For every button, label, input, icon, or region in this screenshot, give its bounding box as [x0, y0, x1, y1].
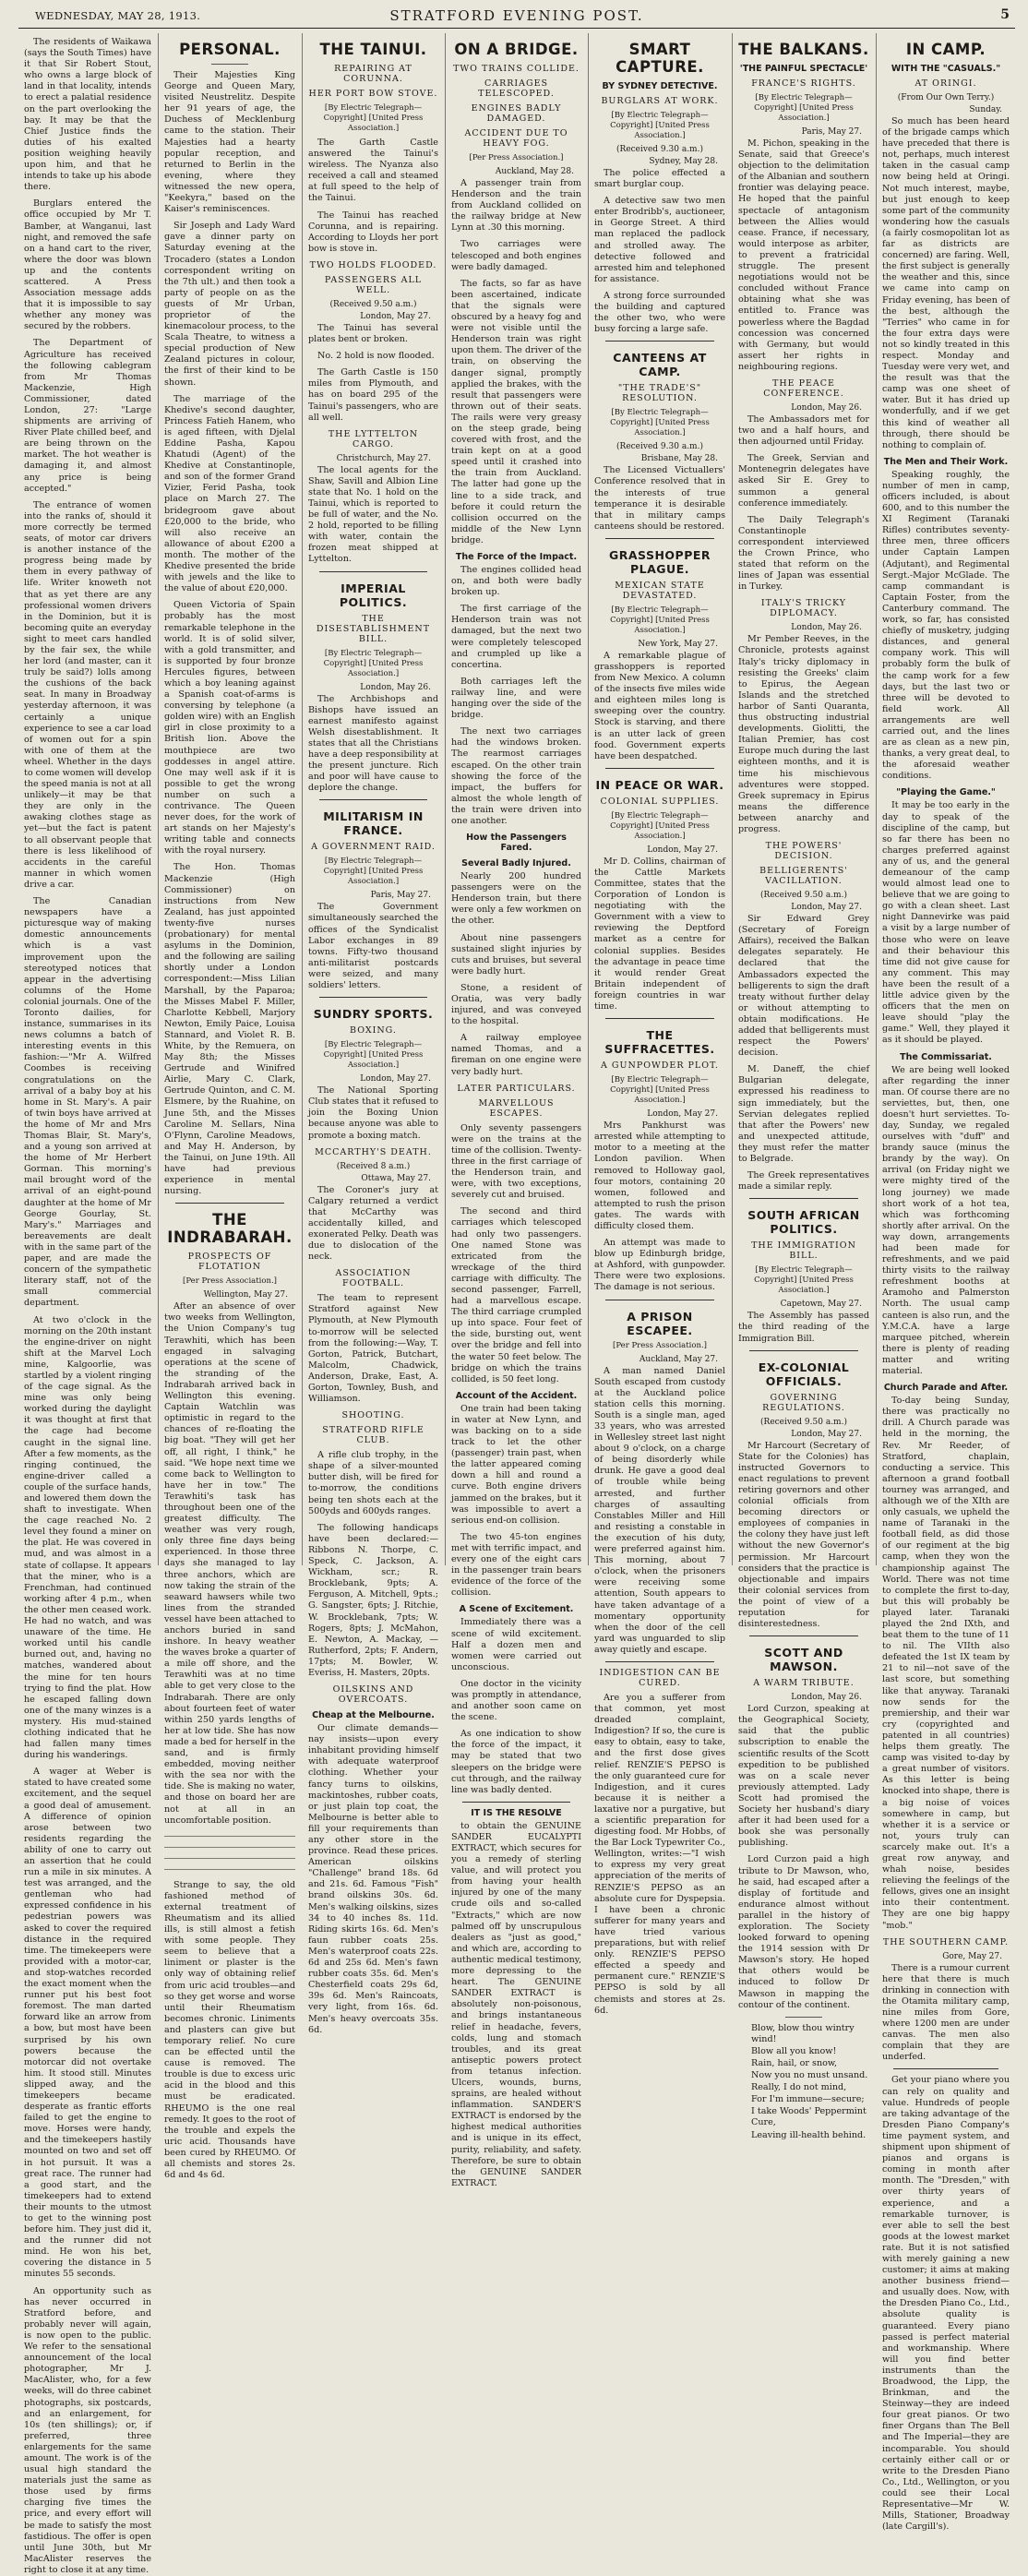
subheading: GOVERNING REGULATIONS.: [762, 1392, 845, 1413]
paragraph: M. Daneff, the chief Bulgarian delegate, expressed his readiness to sign immediately, but the Servian delegates replied that after the Powers' new and unexpected attitude, they must refer the matter to Belgrade.: [738, 1064, 869, 1165]
subheading: MEXICAN STATE DEVASTATED.: [615, 580, 705, 601]
section-heading: EX-COLONIAL OFFICIALS.: [758, 1360, 850, 1388]
paragraph: Queen Victoria of Spain probably has the most remarkable telephone in the world. It is of solid silver, with a gold transmitter, and is supported by four bronze Hercules figures, between which a boy leaning against a Spanish coat-of-arms is conversing by telephone (a golden wire) with an English girl in close proximity to a British lion. Above the mouthpiece are two goddesses in angel attire. One may well ask if it is possible to get the wrong number on such a contrivance. The Queen never does, for the work of art stands on her Majesty's writing table and connects with the royal nursery.: [164, 600, 295, 857]
paragraph: The Tainui has several plates bent or broken.: [308, 322, 438, 345]
paragraph: The next two carriages had the windows broken. The rearmost carriages escaped. On the other train showing the force of the impact, the buffers for almost the whole length of the train were driven into one another.: [451, 726, 581, 826]
credit-line: [By Electric Telegraph—Copyright] [United Press Association.]: [323, 103, 424, 133]
section-heading: THE INDRABARAH.: [167, 1211, 293, 1247]
credit-line: [By Electric Telegraph—Copyright] [United Press Association.]: [610, 1075, 710, 1106]
dateline: Gore, May 27.: [942, 1951, 1002, 1961]
subheading: WITH THE "CASUALS.": [891, 64, 1001, 74]
section-heading: IN PEACE OR WAR.: [595, 777, 724, 792]
masthead: [18, 7, 1015, 29]
credit-line: [By Electric Telegraph—Copyright] [United Press Association.]: [323, 857, 424, 887]
dateline: London, May 27.: [360, 1074, 431, 1084]
dateline: London, May 27.: [791, 1429, 862, 1439]
credit-line: [By Electric Telegraph—Copyright] [United Press Association.]: [610, 810, 710, 841]
subheading: 'THE PAINFUL SPECTACLE': [739, 64, 868, 74]
column-7: [876, 33, 1015, 2533]
section-heading: THE BALKANS.: [738, 41, 869, 58]
subheading: BY SYDNEY DETECTIVE.: [602, 81, 718, 91]
paragraph: There is a rumour current here that there is much drinking in connection with the Otamita military camp, nine miles from Gore, where 1200 men are under canvas. The men also complain that they are underfed.: [882, 1962, 1010, 2063]
dateline: Ottawa, May 27.: [361, 1173, 431, 1183]
credit-line: [Per Press Association.]: [613, 1340, 707, 1350]
paragraph: We are being well looked after regarding the inner man. Of course there are no serviettes, but, then, one doesn't hurt serviettes. To-day, Sunday, we regaled ourselves with "duff" and brandy sauce (minus the brandy by the way). On arrival (on Friday night we were mighty tired of the long journey) we made short work of a hot tea, which was forthcoming shortly after arrival. On the way down, arrangements had been made for refreshments, and we paid thirty visits to the railway refreshment booths at Aramoho and Palmerston North. The usual camp canteen is also run, and the Y.M.C.A. have a large marquee pitched, wherein there is plenty of reading matter and writing material.: [882, 1064, 1010, 1377]
paragraph: Immediately there was a scene of wild excitement. Half a dozen men and women were carried out unconscious.: [451, 1617, 581, 1672]
rule: [319, 571, 427, 572]
column-5: [588, 33, 731, 2016]
credit-line: [By Electric Telegraph—Copyright] [United Press Association.]: [323, 648, 424, 678]
subheading: The Force of the Impact.: [455, 552, 578, 562]
rule: [749, 1350, 858, 1351]
paragraph: The Garth Castle is 150 miles from Plymouth, and has on board 295 of the Tainui's passengers, who are all well.: [308, 367, 438, 423]
subheading: FRANCE'S RIGHTS.: [751, 78, 856, 89]
subheading: IT IS THE RESOLVE: [471, 1807, 562, 1818]
paragraph: The first carriage of the Henderson train was not damaged, but the next two were completely telescoped and crumpled up like a concertina.: [451, 604, 581, 670]
dateline: Sydney, May 28.: [649, 157, 718, 166]
paragraph: A railway employee named Thomas, and a fireman on one engine were very badly hurt.: [451, 1033, 581, 1077]
subheading: TWO HOLDS FLOODED.: [309, 259, 437, 270]
rule: [175, 1203, 284, 1204]
subheading: THE LYTTELTON CARGO.: [328, 428, 419, 449]
credit-line: [By Electric Telegraph—Copyright] [United Press Association.]: [610, 605, 710, 635]
rule: [605, 1018, 714, 1019]
paragraph: The engines collided head on, and both were badly broken up.: [451, 565, 581, 598]
dateline: Auckland, May 27.: [639, 1354, 718, 1364]
paragraph: The Garth Castle answered the Tainui's wireless. The Nyanza also received a call and steamed at full speed to the help of the Tainui.: [308, 138, 438, 204]
paragraph: The Greek representatives made a similar reply.: [738, 1170, 869, 1192]
paragraph: Mr D. Collins, chairman of the Cattle Markets Committee, states that the Corporation of London is negotiating with the Government with a view to reviewing the Deptford market as a centre for colonial supplies. Besides the advantage in peace time it would render Great Britain independent of foreign countries in war time.: [594, 856, 725, 1012]
column-4: [445, 33, 587, 2188]
dateline: Brisbane, May 28.: [640, 454, 718, 464]
subheading: BOXING.: [350, 1025, 397, 1036]
paragraph: The following handicaps have been declared:—Ribbons N. Thorpe, C. Speck, C. Jackson, A. Wickham, scr.; R. Brocklebank, 9pts; A. Ferguson, A. Mitchell, 9pts.; G. Sangster, 6pts; J. Ritchie, W. Brocklebank, 7pts; W. Rogers, 8pts; J. McMahon, E. Newton, A. Mackay, — Rutherford, 2pts; F. Andern, 17pts; M. Bowler, W. Everiss, H. Masters, 20pts.: [308, 1522, 438, 1678]
section-heading: SCOTT AND MAWSON.: [764, 1646, 843, 1674]
subheading: COLONIAL SUPPLIES.: [600, 796, 720, 807]
section-heading: GRASSHOPPER PLAGUE.: [608, 547, 711, 576]
subheading: MCCARTHY'S DEATH.: [315, 1146, 432, 1157]
verse-line: Leaving ill-health behind.: [751, 2129, 867, 2140]
paragraph: The team to represent Stratford against New Plymouth, at New Plymouth to-morrow will be selected from the following:—Way, T. Gorton, Patrick, Butchart, Malcolm, Chadwick, Anderson, Drake, East, A. Gorton, Townley, Bush, and Williamson.: [308, 1293, 438, 1405]
subheading: THE POWERS' DECISION.: [765, 841, 843, 862]
dateline: London, May 26.: [791, 402, 862, 413]
paragraph: The Coroner's jury at Calgary returned a verdict that McCarthy was accidentally killed, and exonerated Pelky. Death was due to dislocation of the neck.: [308, 1184, 438, 1263]
dateline: London, May 27.: [647, 845, 718, 855]
credit-line: [Per Press Association.]: [469, 153, 564, 162]
subheading: "Playing the Game.": [896, 787, 996, 798]
received-time: (Received 9.50 a.m.): [760, 891, 847, 901]
subheading: A WARM TRIBUTE.: [753, 1678, 855, 1689]
received-time: (Received 9.30 a.m.): [616, 145, 703, 154]
paragraph: The local agents for the Shaw, Savill and Albion Line state that No. 1 hold on the Tainui, which is reported to be full of water, and the No. 2 hold, reported to be filling with water, contain the frozen meat shipped at Lyttelton.: [308, 464, 438, 565]
paragraph: Their Majesties King George and Queen Mary, visited Neustrelitz. Despite her 91 years of age, the Duchess of Mecklenburg came to the station. Their Majesties had a hearty popular reception, and returned to Berlin in the evening, where they witnessed the new opera, "Keekyra," based on the Kaiser's reminiscences.: [164, 70, 295, 215]
paragraph: Mr Pember Reeves, in the Chronicle, protests against Italy's tricky diplomacy in resisting the Greeks' claim to Epirus, the Aegean Islands and the stretched harbor of Santi Quaranta, thus obstructing industrial developments. Giolitti, the Italian Premier, has cost Europe much during the last eighteen months, and it is time his mischievous adventures were stopped. Greek supremacy in Epirus means the difference between anarchy and progress.: [738, 634, 869, 834]
dateline: London, May 26.: [791, 1693, 862, 1703]
subheading: Cheap at the Melbourne.: [312, 1710, 435, 1721]
paragraph: The Hon. Thomas Mackenzie (High Commissioner) on instructions from New Zealand, has just appointed twenty-five nurses (probationary) for mental asylums in the Dominion, and the following are sailing shortly under a London correspondent:—Miss Lilian Marshall, by the Paparoa; the Misses Mabel F. Miller, Charlotte Kebbell, Marjory Newton, Emily Paice, Louisa Stannard, and Violet R. B. White, by the Remuera, on May 8th; the Misses Gertrude and Winifred Airlie, Mary C. Clark, Gertrude Quinton, and C. M. Elsmere, by the Ruahine, on June 5th, and the Misses Caroline M. Sellars, Nina O'Flynn, Caroline Meadows, and May H. Anderson, by the Tainui, on June 19th. All have had previous experience in mental nursing.: [164, 862, 295, 1197]
verse-line: Blow all you know!: [751, 2045, 837, 2056]
page-number: 5: [1000, 7, 1010, 22]
verse-line: Now you no must unsand.: [751, 2070, 868, 2081]
advertisement: Are you a sufferer from that common, yet most dreaded complaint, Indigestion? If so, the cure is easy to obtain, easy to take, and the first dose gives relief. RENZIE'S PEPSO is the only guaranteed cure for Indigestion, and it cures because it is neither a laxative nor a purgative, but a scientific preparation for digesting food. Mr Hobbs, of the Bar Lock Typewriter Co., Wellington, writes:—"I wish to express my very great appreciation of the merits of RENZIE'S PEPSO as an absolute cure for Dyspepsia. I have been a chronic sufferer for many years and have tried various preparations, but with relief only. RENZIE'S PEPSO effected a speedy and permanent cure." RENZIE'S PEPSO is sold by all chemists and stores at 2s. 6d.: [594, 1692, 725, 2016]
credit-line: [By Electric Telegraph—Copyright] [United Press Association.]: [610, 408, 710, 438]
subheading: A GOVERNMENT RAID.: [311, 842, 436, 853]
credit-line: [By Electric Telegraph—Copyright] [United Press Association.]: [323, 1040, 424, 1071]
dateline: Sunday.: [969, 105, 1002, 114]
received-time: (Received 8 a.m.): [336, 1161, 411, 1171]
subheading: THE SOUTHERN CAMP.: [882, 1936, 1010, 1947]
dateline: London, May 26.: [360, 682, 431, 692]
paragraph: Mr Harcourt (Secretary of State for the Colonies) has instructed Governors to enact regulations to prevent retiring governors and other colonial officials from becoming directors or employees of companies in the colony they have just left without the new Governor's permission. Mr Harcourt considers that the practice is objectionable and impairs their colonial services from the point of view of a reputation for disinterestedness.: [738, 1440, 869, 1630]
subheading: MARVELLOUS ESCAPES.: [478, 1097, 555, 1119]
paragraph: It may be too early in the day to speak of the discipline of the camp, but so far there has been no charges preferred against any of us, and the general demeanour of the camp would almost lead one to believe that we are going to go with a clean sheet. Last night Dannevirke was paid a visit by a large number of those who were on leave and their behaviour this time did not give cause for any comment. This may have been the result of a little advice given by the officers that the men on leave should "play the game." Well, they played it as it should be played.: [882, 800, 1010, 1046]
advertisement: Our climate demands—nay insists—upon every inhabitant providing himself with adequate waterproof clothing. Whether your fancy turns to oilskins, mackintoshes, rubber coats, or just plain top coat, the Melbourne is better able to fill your requirements than any other store in the province. Read these prices. American oilskins "Challenge" brand 18s. 6d and 21s. 6d. Famous "Fish" brand oilskins 30s. 6d. Men's walking oilskins, sizes 34 to 40 inches 8s. 11d. Riding skirts 16s. 6d. Men's faun rubber coats 25s. Men's waterproof coats 22s. 6d and 25s 6d. Men's fawn rubber coats 35s. 6d. Men's Chesterfield coats 29s 6d, 39s 6d. Men's Raincoats, very light, from 16s. 6d. Men's heavy overcoats 35s. 6d.: [308, 1723, 438, 2035]
dateline: Paris, May 27.: [370, 891, 431, 901]
dateline: London, May 26.: [791, 623, 862, 633]
paragraph: About nine passengers sustained slight injuries by cuts and bruises, but several were badly hurt.: [451, 932, 581, 976]
column-6: [732, 33, 875, 2140]
dateline: Wellington, May 27.: [203, 1290, 288, 1300]
subheading: ENGINES BADLY DAMAGED.: [471, 103, 562, 124]
subheading: THE PEACE CONFERENCE.: [763, 377, 844, 399]
credit-line: [By Electric Telegraph—Copyright] [United Press Association.]: [610, 111, 710, 140]
issue-date: WEDNESDAY, MAY 28, 1913.: [35, 9, 201, 22]
paragraph: Lord Curzon paid a high tribute to Dr Mawson, who, he said, had escaped after a display of fortitude and endurance almost without parallel in the history of exploration. The Society looked forward to opening the 1914 session with Dr Mawson's story. He hoped that others would be induced to follow Dr Mawson in mapping the contour of the continent.: [738, 1854, 869, 2010]
paragraph: The residents of Waikawa (says the South Times) have it that Sir Robert Stout, who owns a large block of land in that locality, intends to erect a palatial residence on the part overlooking the bay. It may be that the Chief Justice finds the duties of his exalted position weighing heavily upon him, and that he intends to take up his abode there.: [24, 37, 151, 193]
rule: [605, 538, 714, 539]
subheading: A Scene of Excitement.: [459, 1604, 574, 1615]
subheading: PASSENGERS ALL WELL.: [324, 274, 423, 295]
newspaper-title: STRATFORD EVENING POST.: [389, 7, 644, 24]
column-2: [158, 33, 301, 2181]
advertisement: Strange to say, the old fashioned method of external treatment of Rheumatism and its allied ills, is still almost a fetish with some people. They seem to believe that a liniment or plaster is the only way of obtaining relief from uric acid troubles—and so they get worse and worse until their Rheumatism becomes chronic. Liniments and plasters can give but temporary relief. No cure can be effected until the cause is removed. The trouble is due to excess uric acid in the blood and this must be eradicated. RHEUMO is the one real remedy. It goes to the root of the trouble and expels the uric acid. Thousands have been cured by RHEUMO. Of all chemists and stores 2s. 6d and 4s 6d.: [164, 1879, 295, 2181]
rule: [319, 799, 427, 800]
section-heading: IMPERIAL POLITICS.: [339, 581, 408, 609]
subheading: The Men and Their Work.: [883, 456, 1009, 467]
paragraph: Sir Joseph and Lady Ward gave a dinner party on Saturday evening at the Trocadero (states a London correspondent writing on the 7th ult.) and then took a party of people on as the guests of Mr Urban, proprietor of the kinemacolour process, to the Scala Theatre, to witness a special production of New Zealand pictures in colour, the first of their kind to be shown.: [164, 221, 295, 388]
paragraph: Stone, a resident of Oratia, was very badly injured, and was conveyed to the hospital.: [451, 982, 581, 1027]
received-time: (Received 9.50 a.m.): [760, 1417, 847, 1427]
subheading: LATER PARTICULARS.: [457, 1083, 576, 1094]
dateline: London, May 27.: [791, 903, 862, 913]
section-heading: MILITARISM IN FRANCE.: [323, 809, 424, 838]
section-heading: PERSONAL.: [179, 41, 281, 58]
paragraph: The Tainui has reached Corunna, and is repairing. According to Lloyds her port bow is stove in.: [308, 210, 438, 254]
paragraph: A wager at Weber is stated to have created some excitement, and the sequel a good deal of amusement. A difference of opinion arose between two residents regarding the ability of one to carry out an assertion that he could run a mile in six minutes. A test was arranged, and the gentleman who had expressed confidence in his pedestrian powers was asked to cover the required distance in the required time. The timekeepers were provided with a motor-car, and stop-watches recorded the exact moment when the runner put his best foot foremost. The man darted forward like an arrow from a bow, but most have been surprised by his own powers because the motorcar did not overtake him. It stood still. Minutes slipped away, and the timekeepers became desperate as frantic efforts failed to get the engine to move. Horses were handy, and the timekeepers hastily mounted on two and set off in hot pursuit. It was a great race. The runner had a good start, and the timekeepers had to extend their mounts to the utmost to get to the winning post before him. They just did it, and the runner did not mind. He won his bet, covering the distance in 5 minutes 55 seconds.: [24, 1767, 151, 2280]
dateline: New York, May 27.: [638, 639, 718, 649]
verse-line: I take Woods' Peppermint Cure,: [751, 2106, 867, 2128]
column-1: [18, 33, 157, 2575]
paragraph: A strong force surrounded the building and captured the other two, who were busy forcing a large safe.: [594, 290, 725, 335]
verse-advertisement: [738, 2023, 869, 2141]
paragraph: A detective saw two men enter Brodribb's, auctioneer, in George Street. A third man replaced the padlock and strolled away. The detective followed and arrested him and telephoned for assistance.: [594, 196, 725, 284]
verse-line: For I'm immune—secure;: [751, 2094, 865, 2105]
paragraph: M. Pichon, speaking in the Senate, said that Greece's objection to the delimitation of the Albanian and southern frontier was delaying peace. He hoped that the painful spectacle of antagonism between the Allies would cease. France, if necessary, would interpose as arbiter, to prevent a fratricidal struggle. The present negotiations would not be concluded without France obtaining what she was entitled to. France was powerless where the Bagdad concession was concerned with Germany, but would assert her rights in neighbouring regions.: [738, 138, 869, 372]
paragraph: A rifle club trophy, in the shape of a silver-mounted butter dish, will be fired for to-morrow, the conditions being ten shots each at the 500yds and 600yds ranges.: [308, 1450, 438, 1516]
divider: [785, 2017, 822, 2018]
credit-line: [By Electric Telegraph—Copyright] [United Press Association.]: [754, 1265, 854, 1296]
paragraph: The facts, so far as have been ascertained, indicate that the signals were obscured by a heavy fog and were not visible until the Henderson train was right upon them. The driver of the train, on observing the danger signal, promptly applied the brakes, with the result that passengers were thrown out of their seats. The rails were very greasy on the steep grade, being covered with frost, and the train kept on at a good speed until it crashed into the train from Auckland. The latter had gone up the line to a side track, and before it could return the collision occurred on the middle of the New Lynn bridge.: [451, 278, 581, 545]
verse-line: Really, I do not mind,: [751, 2082, 847, 2093]
section-heading: SMART CAPTURE.: [616, 41, 704, 76]
paragraph: At two o'clock in the morning on the 20th instant the engine-driver on night shift at the Marvel Loch mine, Kalgoorlie, was startled by a violent ringing of the cage signal. As the mine was only being worked during the daylight it was thought at first that the cage had become caught in the signal line. After a few moments, as the ringing continued, the engine-driver called a couple of the surface hands, and lowered them down the shaft to investigate. When the cage reached No. 2 level they found a miner on the plat. He was covered in mud, and was almost in a state of collapse. It appears that the miner, who is a Frenchman, had continued working after 4 p.m., when the other men ceased work. He had no watch, and was unaware of the time. He worked until his candle burned out, and, having no matches, wandered about the mine for ten hours trying to find the plat. How he escaped falling down one of the many winzes is a mystery. His mud-stained clothing indicated that he had fallen many times during his wanderings.: [24, 1314, 151, 1761]
advertisement: to obtain the GENUINE SANDER EUCALYPTI EXTRACT, which secures for you a remedy of sterling value, and will protect you from having your health injured by one of the many crude oils and so-called "Extracts," which are now palmed off by unscrupulous dealers as "just as good," and which are, according to authentic medical testimony, more depressing to the heart. The GENUINE SANDER EXTRACT is absolutely non-poisonous, and brings instantaneous relief in headache, fevers, colds, lung and stomach troubles, and its great antiseptic powers protect from tetanus infection. Ulcers, wounds, burns, sprains, are healed without inflammation. SANDER'S EXTRACT is endorsed by the highest medical authorities and is unique in its effect, purity, reliability, and safety. Therefore, be sure to obtain the GENUINE SANDER EXTRACT.: [451, 1820, 581, 2188]
paragraph: The Greek, Servian and Montenegrin delegates have asked Sir E. Grey to summon a general conference immediately.: [738, 453, 869, 509]
subheading: ACCIDENT DUE TO HEAVY FOG.: [464, 128, 568, 149]
subheading: A GUNPOWDER PLOT.: [601, 1060, 719, 1072]
column-3: [302, 33, 444, 2035]
section-heading: THE SUFFRACETTES.: [604, 1028, 715, 1057]
paragraph: The marriage of the Khedive's second daughter, Princess Fatieh Hanem, who is aged fifteen, with Djelal Eddine Pasha, Kapou Khatudi (Agent) of the Khedive at Constantinople, and son of the former Grand Vizier, Ferid Pasha, took place on March 27. The bridegroom gave about £20,000 to the bride, who will also receive an allowance of about £200 a month. The mother of the Khedive presented the bride with jewels and the like to the value of about £20,000.: [164, 393, 295, 594]
subheading: ASSOCIATION FOOTBALL.: [335, 1268, 412, 1289]
section-heading: ON A BRIDGE.: [454, 41, 579, 58]
paragraph: A remarkable plague of grasshoppers is reported from New Mexico. A column of the insects five miles wide and eighteen miles long is sweeping over the country. Stock is starving, and there is an utter lack of green food. Government experts have been despatched.: [594, 650, 725, 761]
section-heading: SOUTH AFRICAN POLITICS.: [747, 1208, 860, 1237]
paragraph: After an absence of over two weeks from Wellington, the Union Company's tug Terawhiti, which has been engaged in salvaging operations at the scene of the stranding of the Indrabarah arrived back in Wellington this evening. Captain Watchlin was optimistic in regard to the chances of re-floating the big boat. "They will get her off, all right, I think," he said. "We hope next time we come back to Wellington to have her in tow." The Terawhiti's task has throughout been one of the greatest difficulty. The weather was very rough, only three fine days being experienced. In those three days she managed to lay three anchors, which are now taking the strain of the seaward hawsers while two lines from the stranded vessel have been attached to anchors buried in sand inshore. In heavy weather the waves broke a quarter of a mile off shore, and the Terawhiti was at no time able to get very close to the Indrabarah. There are only about fourteen feet of water within 250 yards lengths of her at low tide. She has now made a bed for herself in the sand, and is firmly embedded, moving neither with the sea nor with the tide. She is making no water, and those on board her are not at all in an uncomfortable position.: [164, 1301, 295, 1826]
paragraph: One train had been taking in water at New Lynn, and was backing on to a side track to let the other (passenger) train past, when the latter appeared coming down a hill and round a curve. Both engine drivers jammed on the brakes, but it was impossible to avert a serious end-on collision.: [451, 1403, 581, 1526]
paragraph: The police effected a smart burglar coup.: [594, 168, 725, 190]
paragraph: The second and third carriages which telescoped had only two passengers. One named Stone was extricated from the wreckage of the third carriage with difficulty. The second passenger, Farrell, had a marvellous escape. The third carriage crumpled up into space. Four feet of the side, bursting out, went over the bridge and fell into the water 50 feet below. The bridge on which the trains collided, is 50 feet long.: [451, 1206, 581, 1384]
section-heading: IN CAMP.: [905, 41, 986, 58]
paragraph: The two 45-ton engines met with terrific impact, and every one of the eight cars in the passenger train bears evidence of the force of the collision.: [451, 1531, 581, 1599]
received-time: (Received 9.50 a.m.): [329, 299, 417, 309]
subheading: BURGLARS AT WORK.: [601, 96, 719, 106]
subheading: INDIGESTION CAN BE CURED.: [599, 1667, 721, 1688]
paragraph: The Department of Agriculture has received the following cablegram from Mr Thomas Mackenzie, High Commissioner, dated London, 27: "Large shipments are arriving of River Plate chilled beef, and are being thrown on the market. The hot weather is damaging it, and almost any price is being accepted.": [24, 338, 151, 494]
rule: [749, 1198, 858, 1199]
subheading: How the Passengers Fared.: [466, 833, 567, 854]
dateline: Paris, May 27.: [801, 127, 862, 137]
advertisement: Get your piano where you can rely on quality and value. Hundreds of people are taking advantage of the Dresden Piano Company's time payment system, and shipment upon shipment of pianos and organs is coming in month after month. The "Dresden," with over thirty years of experience, and a remarkable turnover, is ever able to sell the best goods at the lowest market rate. But it is not satisfied with merely gaining a new customer; it aims at making another business friend—and usually does. Now, with the Dresden Piano Co., Ltd., absolute quality is guaranteed. Every piano passed is perfect material and workmanship. Where will you find better instruments than the Broadwood, the Lipp, the Brinkman, and the Steinway—they are indeed four great pianos. Or two finer Organs than The Bell and The Imperial—they are incomparable. You should certainly either call or or write to the Dresden Piano Co., Ltd., Wellington, or you could see their Local Representative—Mr W. Mills, Stationer, Broadway (late Cargill's).: [882, 2075, 1010, 2533]
paragraph: The Assembly has passed the third reading of the Immigration Bill.: [738, 1311, 869, 1344]
subheading: HER PORT BOW STOVE.: [308, 89, 438, 99]
dateline: London, May 27.: [360, 311, 431, 321]
subheading: THE IMMIGRATION BILL.: [751, 1240, 856, 1262]
byline: (From Our Own Terry.): [897, 93, 995, 102]
subheading: The Commissariat.: [900, 1051, 992, 1062]
section-heading: SUNDRY SPORTS.: [313, 1007, 434, 1022]
paragraph: The Canadian newspapers have a picturesque way of making domestic announcements which is a vast improvement upon the stereotyped notices that appear in the advertising columns of the Home colonial journals. One of the Toronto dailies, for instance, summarises in its news columns a batch of interesting events in this fashion:—"Mr A. Wilfred Coombes is receiving congratulations on the arrival of a baby boy at his home in St. Mary's. A pair of twin boys have arrived at the home of Mr and Mrs Thomas Blair, St. Mary's, and a young son arrived at the home of Mr Herbert Gorman. This morning's mail brought word of the arrival of an eight-pound daughter at the home of Mr George Gourlay, St. Mary's." Marriages and bereavements are dealt with in the same part of the paper, and are made the concern of the sympathetic literary staff, not of the small commercial department.: [24, 896, 151, 1309]
subheading: PROSPECTS OF FLOTATION: [187, 1252, 272, 1273]
subheading: AT ORINGI.: [914, 78, 977, 89]
section-heading: THE TAINUI.: [319, 41, 427, 58]
paragraph: No. 2 hold is now flooded.: [317, 351, 435, 362]
credit-line: [Per Press Association.]: [183, 1276, 277, 1287]
rule: [749, 1635, 858, 1636]
subheading: Church Parade and After.: [883, 1383, 1009, 1394]
subheading: TWO TRAINS COLLIDE.: [453, 64, 580, 74]
paragraph: A man named Daniel South escaped from custody at the Auckland police station cells this morning. South is a single man, aged 33 years, who was arrested in Wellesley street last night about 9 o'clock, on a charge of being disorderly while drunk. He gave a good deal of trouble while being arrested, and further charges of assaulting Constables Miller and Hill and resisting a constable in the execution of his duty, were preferred against him. This morning, about 7 o'clock, when the prisoners were receiving some attention, South appears to have taken advantage of a momentary opportunity when the door of the cell yard was unguarded to slip away quietly and escape.: [594, 1365, 725, 1655]
paragraph: Sir Edward Grey (Secretary of Foreign Affairs), received the Balkan delegates separately. He declared that the Ambassadors expected the belligerents to sign the draft treaty without further delay or without attempting to obtain modifications. He added that belligerents must respect the Powers' decision.: [738, 914, 869, 1059]
rule: [319, 997, 427, 998]
paragraph: Burglars entered the office occupied by Mr T. Bamber, at Wanganui, last night, and removed the safe on a hand cart to the river, where the door was blown up and the contents scattered. A Press Association message adds that it is impossible to say whether any money was secured by the robbers.: [24, 198, 151, 332]
rule: [605, 768, 714, 769]
paragraph: Lord Curzon, speaking at the Geographical Society, said that the public subscription to enable the scientific results of the Scott expedition to be published was on a scale never previously attempted. Lady Scott had promised the Society her husband's diary after it had been used for a book she was personally publishing.: [738, 1704, 869, 1849]
paragraph: Only seventy passengers were on the trains at the time of the collision. Twenty-three in the first carriage of the Henderson train, and were, with two exceptions, severely cut and bruised.: [451, 1122, 581, 1201]
dateline: Christchurch, May 27.: [336, 453, 431, 463]
paragraph: So much has been heard of the brigade camps which have preceded that there is not, perhaps, much interest taken in the casual camp now being held at Oringi. Not much interest, maybe, but just enough to keep some part of the community wondering how the casuals (a fairly cosmopolitan lot as far as districts are concerned) are faring. Well, the first subject is generally the weather and this, since we came into camp on Friday evening, has been of the best, although the "Terries" who came in for the four extra days were not so kindly treated in this respect. Monday and Tuesday were very wet, and the result was that the camp was one sheet of water. But it has dried up wonderfully, and if we get this kind of weather all through, there should be nothing to complain of.: [882, 116, 1010, 450]
rule: [462, 1802, 570, 1803]
rule: [605, 1661, 714, 1662]
paragraph: The Licensed Victuallers' Conference resolved that in the interests of true temperance it is desirable that in military camps canteens should be restored.: [594, 465, 725, 532]
paragraph: A passenger train from Henderson and the train from Auckland collided on the railway bridge at New Lynn at .30 this morning.: [451, 178, 581, 234]
paragraph: Speaking roughly, the number of men in camp, officers included, is about 600, and to this number the XI Regiment (Taranaki Rifles) contributes seventy-three men, three officers under Captain Lampen (Adjutant), and Regimental Sergt.-Major McGlade. The camp commandant is Captain Foster, from the Canterbury command. The work, so far, has consisted chiefly of musketry, judging distances, and general company work. This will probably form the bulk of the camp work for a few days, but the last two or three will be devoted to field work. All arrangements are well carried out, and the lines are as clean as a new pin, thanks, a very great deal, to the aforesaid weather conditions.: [882, 469, 1010, 782]
subheading: THE DISESTABLISHMENT BILL.: [316, 613, 431, 644]
subheading: Account of the Accident.: [455, 1390, 578, 1401]
dateline: Auckland, May 28.: [495, 167, 574, 176]
subheading: SHOOTING.: [341, 1410, 405, 1421]
received-time: (Received 9.30 a.m.): [616, 442, 703, 452]
paragraph: The Daily Telegraph's Constantinople correspondent interviewed the Crown Prince, who stated that reform on the lines of Japan was essential in Turkey.: [738, 514, 869, 593]
paragraph: An attempt was made to blow up Edinburgh bridge, at Ashford, with gunpowder. There were two explosions. The damage is not serious.: [594, 1238, 725, 1293]
subheading: BELLIGERENTS' VACILLATION.: [759, 866, 848, 887]
subheading: ITALY'S TRICKY DIPLOMACY.: [760, 598, 847, 619]
paragraph: An opportunity such as has never occurred in Stratford before, and probably never will again, is now open to the public. We refer to the sensational announcement of the local photographer, Mr J. MacAlister, who, for a few weeks, will do three cabinet photographs, six postcards, and an enlargement, for 10s (ten shillings); or, if preferred, three enlargements for the same amount. The work is of the usual high standard the materials just the same as those used by firms charging five times the price, and every effort will be made to satisfy the most fastidious. The offer is open until June 30th, but Mr MacAlister reserves the right to close it at any time.: [24, 2285, 151, 2575]
subheading: REPAIRING AT CORUNNA.: [334, 64, 412, 84]
paragraph: Two carriages were telescoped and both engines were badly damaged.: [451, 239, 581, 272]
rule: [893, 2068, 998, 2069]
paragraph: Mrs Pankhurst was arrested while attempting to motor to a meeting at the London pavilion. When removed to Holloway gaol, four motors, containing 20 women, followed and attempted to rush the prison gates. The wards with difficulty closed them.: [594, 1120, 725, 1231]
paragraph: One doctor in the vicinity was promptly in attendance, and another soon came on the scene.: [451, 1678, 581, 1723]
verse-line: Blow, blow thou wintry wind!: [751, 2022, 855, 2044]
credit-line: [By Electric Telegraph—Copyright] [United Press Association.]: [754, 93, 854, 123]
paragraph: The Archbishops and Bishops have issued an earnest manifesto against Welsh disestablishment. It states that all the Christians have a deep responsibility at the present juncture. Rich and poor will have cause to deplore the change.: [308, 693, 438, 794]
paragraph: The Government simultaneously searched the offices of the Syndicalist Labor exchanges in 89 towns. Fifty-two thousand anti-militarist postcards were seized, and many soldiers' letters.: [308, 902, 438, 991]
paragraph: Nearly 200 hundred passengers were on the Henderson train, but there were only a few workmen on the other.: [451, 871, 581, 927]
dateline: London, May 27.: [647, 1109, 718, 1120]
paragraph: Both carriages left the railway line, and were hanging over the side of the bridge.: [451, 676, 581, 721]
dateline: Capetown, May 27.: [780, 1300, 862, 1310]
paragraph: As one indication to show the force of the impact, it may be stated that two sleepers on the bridge were cut through, and the railway line was badly dented.: [451, 1729, 581, 1795]
section-heading: A PRISON ESCAPEE.: [627, 1309, 693, 1337]
subheading: OILSKINS AND OVERCOATS.: [332, 1684, 414, 1706]
paragraph: To-day being Sunday, there was practically no drill. A Church parade was held in the morning, the Rev. Mr Reeder, of Stratford, chaplain, conducting a service. This afternoon a grand football tourney was arranged, and although we of the XIth are only casuals, we upheld the name of Taranaki in the football field, as did those of our regiment at the big camp, when they won the championship against The World. There was not time to complete the first to-day, but this will probably be played later. Taranaki played the 2nd IXth, and beat them to the tune of 11 to nil. The VIIth also defeated the 1st IX team by 21 to nil—not save of the last score, but something like that anyway. Taranaki now sends for the premiership, and their war cry (copyrighted and patented in all countries) helps them greatly. The camp was visited to-day by a great number of visitors. As this letter is being knocked into shape, there is a big noise of voices somewhere in camp, but whether it is a service or not, yours truly can scarcely make out. It's a great row anyway, and whah noise, besides relieving the feelings of the fellows, gives one an insight into their contentment. They are one big happy "mob.": [882, 1396, 1010, 1931]
subheading: Several Badly Injured.: [461, 858, 571, 869]
illegible-text: [164, 1832, 295, 1873]
subheading: "THE TRADE'S" RESOLUTION.: [617, 383, 702, 404]
verse-line: Rain, hail, or snow,: [751, 2058, 838, 2068]
subheading: CARRIAGES TELESCOPED.: [478, 78, 555, 99]
section-heading: CANTEENS AT CAMP.: [613, 351, 707, 379]
paragraph: The National Sporting Club states that it refused to join the Boxing Union because anyone was able to promote a boxing match.: [308, 1085, 438, 1141]
divider: [211, 64, 248, 65]
paragraph: The entrance of women into the ranks of, should it more correctly be termed seats, of motor car drivers is another instance of the progress being made by them in every pathway of life. Writer knoweth not that as yet there are any professional women drivers in the Dominion, but it is becoming quite an everyday sight to meet cars handled by the fair sex, the while her lord (and master, can it truly be said?) lolls among the cushions of the back seat. In many in Broadway yesterday afternoon, it was certainly a unique experience to see a car load of women out for a spin with one of them at the wheel. Whether in the days to come women will develop the speed mania is not at all unlikely—it may be that they are only in the awaking clothes stage as yet—but the fact is patent to all observant people that there is less likelihood of accidents in the careful manner in which women drive a car.: [24, 499, 152, 890]
paragraph: The Ambassadors met for two and a half hours, and then adjourned until Friday.: [738, 413, 869, 448]
subheading: STRATFORD RIFLE CLUB.: [322, 1425, 424, 1446]
